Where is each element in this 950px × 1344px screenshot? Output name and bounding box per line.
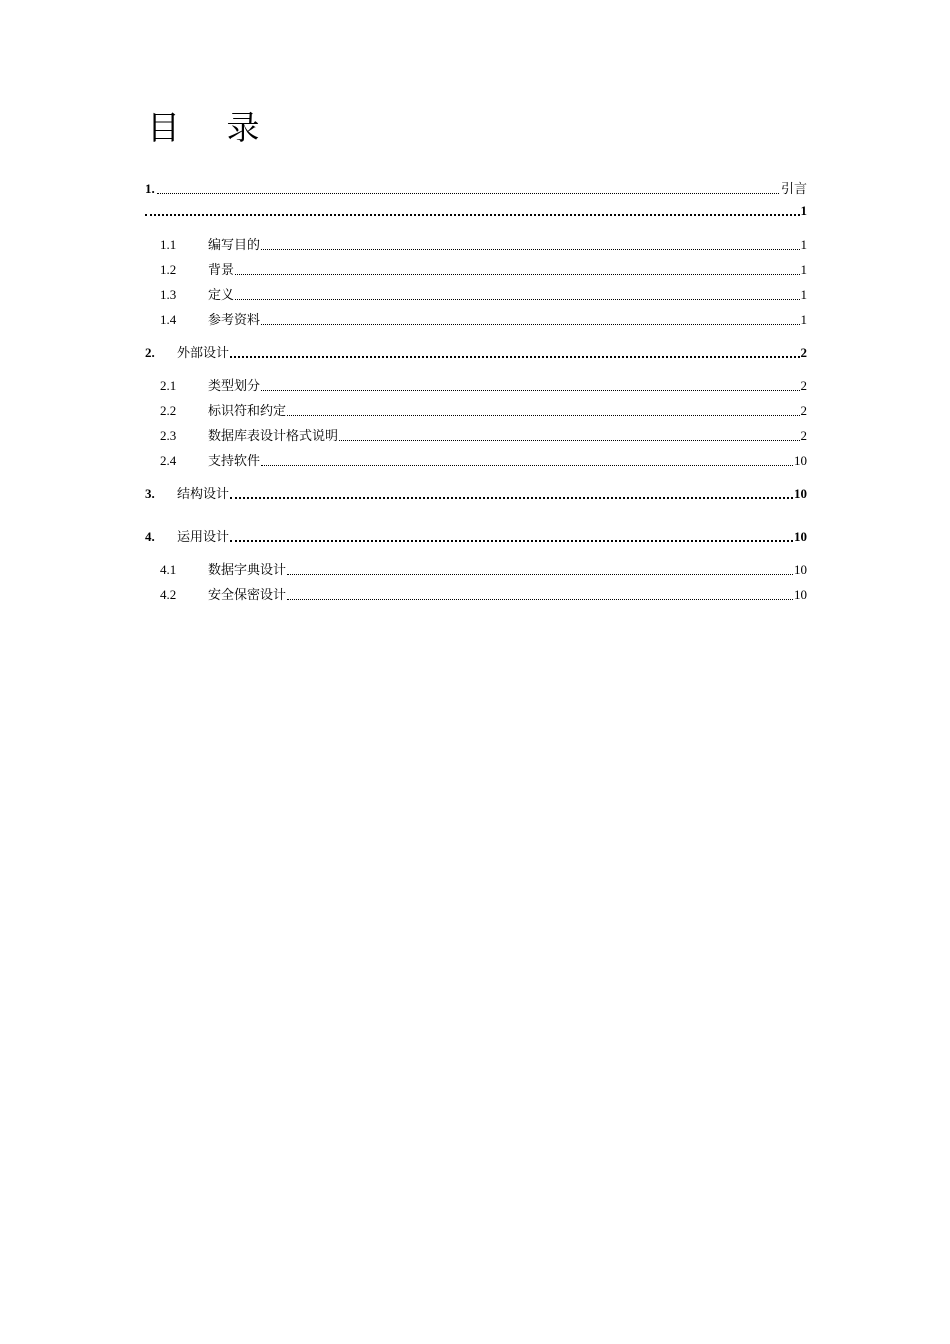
toc-entry-label: 参考资料 — [208, 313, 261, 328]
toc-entry-2-3[interactable] — [145, 423, 807, 448]
toc-entry-label: 编写目的 — [208, 238, 261, 253]
dot-leader — [230, 355, 799, 358]
dot-leader — [339, 439, 799, 441]
toc-entry-page: 10 — [794, 587, 807, 602]
toc-entry-page: 10 — [794, 562, 807, 577]
dot-leader — [235, 273, 799, 275]
toc-entry-number: 1. — [145, 181, 155, 196]
toc-entry-number: 4.2 — [160, 587, 177, 602]
toc-entry-number: 2.1 — [160, 378, 177, 393]
toc-entry-label: 数据库表设计格式说明 — [208, 429, 339, 444]
toc-entry-label: 支持软件 — [208, 454, 261, 469]
toc-entry-1[interactable] — [145, 178, 807, 200]
toc-entry-1-1[interactable] — [145, 232, 807, 257]
toc-entry-label: 数据字典设计 — [208, 563, 287, 578]
toc-entry-page: 2 — [800, 428, 807, 443]
table-of-contents — [145, 178, 807, 607]
toc-entry-number: 2.3 — [160, 428, 177, 443]
toc-entry-1-page-line[interactable] — [145, 200, 807, 222]
toc-entry-label: 标识符和约定 — [208, 404, 287, 419]
dot-leader — [235, 298, 799, 300]
toc-entry-page: 2 — [800, 378, 807, 393]
toc-entry-2-4[interactable] — [145, 448, 807, 473]
toc-entry-page: 10 — [794, 486, 807, 501]
toc-entry-2-1[interactable] — [145, 373, 807, 398]
dot-leader — [287, 414, 799, 416]
toc-entry-4-1[interactable] — [145, 557, 807, 582]
dot-leader — [157, 192, 779, 194]
toc-entry-1-2[interactable] — [145, 257, 807, 282]
toc-entry-label: 外部设计 — [177, 346, 230, 361]
toc-entry-number: 3. — [145, 486, 155, 501]
toc-entry-label: 运用设计 — [177, 530, 230, 545]
dot-leader — [230, 539, 793, 542]
toc-entry-label: 类型划分 — [208, 379, 261, 394]
toc-entry-number: 1.4 — [160, 312, 177, 327]
toc-entry-number: 1.3 — [160, 287, 177, 302]
toc-title: 目 录 — [147, 108, 278, 147]
toc-entry-page: 10 — [794, 529, 807, 544]
toc-entry-number: 4.1 — [160, 562, 177, 577]
toc-entry-label: 结构设计 — [177, 487, 230, 502]
toc-entry-label: 安全保密设计 — [208, 588, 287, 603]
toc-entry-number: 2. — [145, 345, 155, 360]
toc-entry-4-2[interactable] — [145, 582, 807, 607]
toc-entry-4[interactable] — [145, 524, 807, 549]
dot-leader — [230, 496, 793, 499]
dot-leader — [261, 389, 799, 391]
toc-entry-label: 引言 — [780, 182, 807, 197]
toc-entry-3[interactable] — [145, 481, 807, 506]
toc-entry-2[interactable] — [145, 340, 807, 365]
dot-leader — [287, 573, 793, 575]
toc-entry-number: 2.4 — [160, 453, 177, 468]
dot-leader — [145, 213, 800, 216]
toc-entry-1-4[interactable] — [145, 307, 807, 332]
toc-entry-number: 1.1 — [160, 237, 177, 252]
toc-entry-page: 1 — [800, 312, 807, 327]
toc-entry-number: 1.2 — [160, 262, 177, 277]
toc-entry-page: 1 — [800, 262, 807, 277]
toc-entry-label: 背景 — [208, 263, 235, 278]
dot-leader — [261, 464, 793, 466]
toc-entry-page: 2 — [800, 345, 807, 360]
dot-leader — [261, 323, 799, 325]
toc-entry-1-3[interactable] — [145, 282, 807, 307]
toc-entry-page: 10 — [794, 453, 807, 468]
toc-entry-number: 2.2 — [160, 403, 177, 418]
dot-leader — [261, 248, 799, 250]
toc-entry-page: 1 — [800, 237, 807, 252]
toc-entry-label: 定义 — [208, 288, 235, 303]
toc-entry-page: 1 — [800, 203, 807, 218]
toc-entry-page: 2 — [800, 403, 807, 418]
dot-leader — [287, 598, 793, 600]
toc-entry-number: 4. — [145, 529, 155, 544]
toc-entry-2-2[interactable] — [145, 398, 807, 423]
toc-entry-page: 1 — [800, 287, 807, 302]
